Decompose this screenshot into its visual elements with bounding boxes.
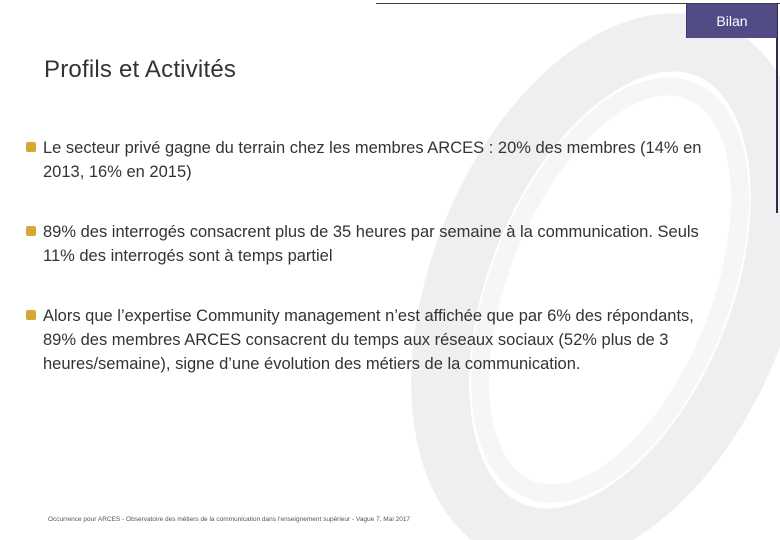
- list-item: [26, 136, 726, 184]
- list-item-text: 89% des interrogés consacrent plus de 35 heures par semaine à la communication. Seuls 11% des interrogés sont à temps partiel: [43, 223, 699, 265]
- footer-note: Occurrence pour ARCES - Observatoire des métiers de la communication dans l'enseignement supérieur - Vague 7, Mai 2017: [48, 516, 411, 523]
- page-title: Profils et Activités: [44, 56, 237, 83]
- bullet-marker-icon: [26, 310, 36, 320]
- bullet-marker-icon: [26, 226, 36, 236]
- list-item-text: Le secteur privé gagne du terrain chez les membres ARCES : 20% des membres (14% en 2013, 16% en 2015): [43, 139, 702, 181]
- list-item-text: Alors que l’expertise Community management n’est affichée que par 6% des répondants, 89% des membres ARCES consacrent du temps aux réseaux sociaux (52% plus de 3 heures/semaine), signe d’une évolution des métiers de la communication.: [43, 307, 694, 373]
- list-item: [26, 304, 726, 376]
- section-badge: Bilan: [686, 4, 777, 38]
- list-item: [26, 220, 726, 268]
- bullet-marker-icon: [26, 142, 36, 152]
